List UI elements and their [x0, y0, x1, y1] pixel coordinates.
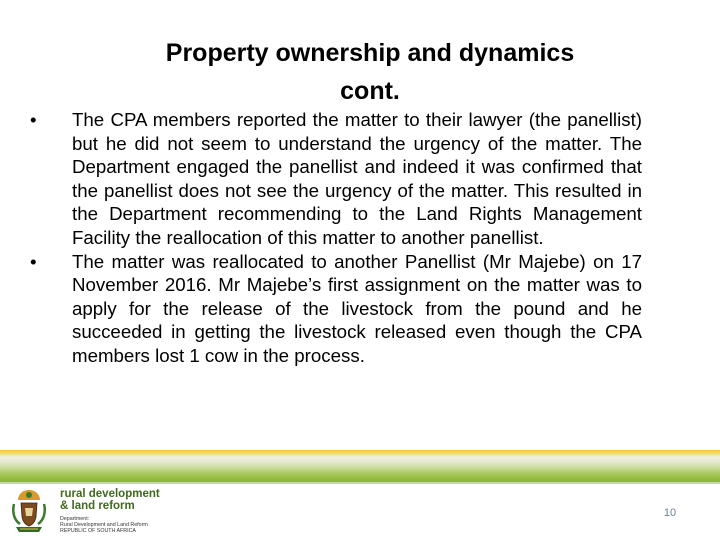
- bullet-item: [30, 108, 642, 250]
- footer-divider: [0, 482, 720, 484]
- bullet-marker: •: [30, 109, 37, 130]
- title-line-1: Property ownership and dynamics: [165, 39, 575, 67]
- footer-gradient-band: [0, 450, 720, 482]
- logo-line-1: rural development: [60, 488, 160, 500]
- logo-small-1: Department:: [60, 516, 90, 522]
- logo-line-2: & land reform: [60, 500, 135, 512]
- bullet-list: [30, 108, 642, 368]
- title-line-2: cont.: [340, 77, 400, 105]
- coat-of-arms-icon: [8, 486, 50, 536]
- bullet-marker: •: [30, 250, 37, 272]
- department-logo: [8, 486, 188, 536]
- logo-small-2: Rural Development and Land Reform: [60, 522, 148, 529]
- logo-text: [60, 488, 160, 535]
- bullet-text: The CPA members reported the matter to their lawyer (the panellist) but he did not seem to understand the urgency of the matter. The Department engaged the panellist and indeed it was confirmed that the panellist does not see the urgency of the matter. This resulted in the Department recommending to the Land Rights Management Facility the reallocation of this matter to another panellist.: [72, 109, 642, 248]
- page-number: 10: [663, 507, 677, 519]
- bullet-text: The matter was reallocated to another Panellist (Mr Majebe) on 17 November 2016. Mr Majebe’s first assignment on the matter was to apply for the release of the livestock from the pound and he succeeded in getting the livestock released even though the CPA members lost 1 cow in the process.: [72, 250, 642, 366]
- bullet-item: [30, 250, 642, 368]
- slide-title: [110, 34, 630, 110]
- logo-small-3: REPUBLIC OF SOUTH AFRICA: [60, 528, 136, 535]
